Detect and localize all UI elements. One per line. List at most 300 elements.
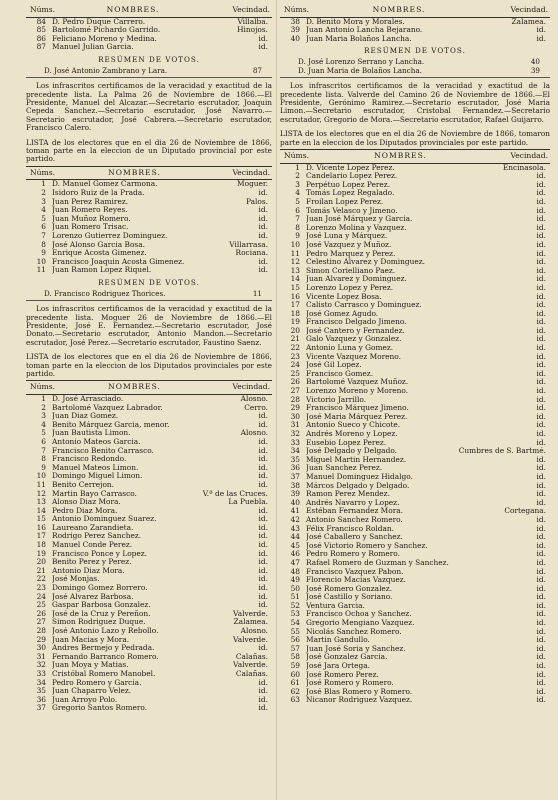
elector-name: Juan Romero Reyes. (52, 206, 128, 215)
elector-row (280, 516, 550, 525)
elector-number: 9 (41, 462, 46, 472)
resumen-votes: 87 (252, 65, 262, 75)
elector-row (280, 447, 550, 456)
elector-vecindad: id. (258, 540, 268, 550)
elector-vecindad: id. (536, 325, 546, 335)
elector-vecindad: id. (536, 652, 546, 662)
elector-row (280, 645, 550, 654)
elector-number: 24 (36, 591, 46, 601)
elector-vecindad: id. (258, 505, 268, 515)
elector-vecindad: Rociana. (235, 248, 268, 258)
lista-heading: LISTA de los electores que en el dia 26 de Noviembre de 1866, tomaron parte en la eleccion de los Diputados provinciales por este partido. (280, 129, 550, 147)
elector-vecindad: id. (258, 574, 268, 584)
lista-heading: LISTA de los electores que en el dia 26 de Noviembre de 1866, toman parte en la eleccion de un Diputado provincial por este partido. (26, 137, 272, 164)
elector-name: Juan Perez Ramirez. (52, 197, 129, 206)
elector-row (26, 43, 272, 52)
elector-row (280, 189, 550, 198)
elector-number: 49 (290, 575, 300, 585)
elector-row (26, 215, 272, 224)
elector-name: Félix Francisco Roldan. (306, 524, 395, 533)
elector-vecindad: id. (536, 549, 546, 559)
elector-number: 46 (290, 549, 300, 559)
elector-vecindad: id. (258, 213, 268, 223)
elector-vecindad: id. (258, 531, 268, 541)
elector-number: 53 (290, 609, 300, 619)
elector-vecindad: id. (258, 445, 268, 455)
elector-name: José Jara Ortega. (306, 662, 371, 671)
elector-row (26, 636, 272, 645)
elector-name: Eusebio Lopez Perez. (306, 438, 387, 447)
elector-number: 15 (290, 282, 300, 292)
elector-row (280, 396, 550, 405)
elector-number: 19 (290, 317, 300, 327)
elector-vecindad: Cerro. (244, 402, 268, 412)
elector-vecindad: id. (536, 497, 546, 507)
resumen-votes: 11 (252, 288, 262, 298)
elector-row (280, 258, 550, 267)
elector-vecindad: id. (536, 25, 546, 35)
elector-vecindad: id. (536, 368, 546, 378)
elector-row (280, 482, 550, 491)
header-vecindad: Vecindad. (232, 382, 270, 392)
elector-vecindad: id. (536, 566, 546, 576)
elector-row (26, 455, 272, 464)
elector-number: 6 (295, 205, 300, 215)
resumen-votes: 40 (530, 56, 540, 66)
elector-name: Bartolomé Pichardo Garrido. (52, 26, 161, 35)
elector-name: Gaspar Barbosa Gonzalez. (52, 601, 151, 610)
left-column (26, 0, 272, 800)
elector-vecindad: id. (258, 462, 268, 472)
elector-name: Juan José Márquez y Garcia. (306, 215, 413, 224)
elector-name: Benito Perez y Perez. (52, 558, 132, 567)
elector-row (26, 206, 272, 215)
elector-vecindad: Alosno. (240, 393, 268, 403)
header-vecindad: Vecindad. (510, 5, 548, 14)
resumen-title: RESÚMEN DE VOTOS. (364, 46, 466, 56)
column-header (280, 0, 550, 18)
elector-row (26, 421, 272, 430)
elector-vecindad: id. (536, 480, 546, 490)
elector-name: Gregorio Mengiano Vazquez. (306, 619, 415, 628)
elector-row (26, 266, 272, 275)
elector-name: Francisco Joaquin Acosta Gimenez. (52, 257, 185, 266)
elector-vecindad: id. (258, 583, 268, 593)
elector-number: 61 (290, 678, 300, 688)
certification-paragraph: Los infrascritos certificamos de la veracidad y exactitud de la precedente lista. La Palma 26 de Noviembre de 1866.—El Presidente, Manuel del Alcazar.—Secretario escrutador, Joaquin Cepeda Sanchez.—Secretario escrutador, José Navarro.—Secretario escrutador, José Cabrera.—Secretario escrutador, Francisco Calero. (26, 81, 272, 133)
elector-vecindad: id. (258, 677, 268, 687)
elector-number: 5 (41, 213, 46, 223)
elector-name: Francisco Benito Carrasco. (52, 446, 154, 455)
elector-vecindad: id. (536, 386, 546, 396)
elector-number: 29 (290, 403, 300, 413)
elector-name: Francisco Gomez. (306, 369, 374, 378)
elector-name: Nicolás Sanchez Romero. (306, 627, 402, 636)
elector-list-3 (280, 164, 550, 705)
elector-vecindad: id. (258, 265, 268, 275)
elector-row (26, 532, 272, 541)
elector-number: 6 (41, 222, 46, 232)
elector-vecindad: id. (536, 377, 546, 387)
elector-vecindad: id. (536, 360, 546, 370)
elector-number: 22 (290, 343, 300, 353)
elector-row (280, 671, 550, 680)
elector-name: Juan Moya y Matias. (52, 661, 129, 670)
elector-row (26, 567, 272, 576)
elector-number: 32 (290, 429, 300, 438)
elector-vecindad: id. (536, 403, 546, 413)
elector-row (280, 628, 550, 637)
elector-name: Francisco Delgado Jimeno. (306, 318, 407, 327)
elector-name: Juan Diaz Gomez. (52, 412, 119, 421)
elector-number: 18 (290, 308, 300, 318)
resumen-candidate: D. José Antonio Zambrano y Lara. (44, 65, 168, 75)
elector-number: 86 (36, 33, 46, 43)
elector-name: Francisco Márquez Jimeno. (306, 404, 409, 413)
elector-vecindad: id. (258, 565, 268, 575)
elector-vecindad: id. (536, 686, 546, 696)
elector-row (280, 456, 550, 465)
elector-vecindad: id. (258, 42, 268, 52)
elector-name: Froilan Lopez Perez. (306, 197, 384, 206)
elector-vecindad: id. (536, 540, 546, 550)
column-gutter (276, 0, 277, 800)
elector-row (280, 267, 550, 276)
elector-name: José Vazquez y Muñoz. (306, 240, 392, 249)
elector-name: Galo Vazquez y Gonzalez. (306, 335, 402, 344)
elector-name: Antonio Luna y Gomez. (306, 344, 394, 353)
elector-vecindad: id. (258, 33, 268, 43)
elector-row (280, 585, 550, 594)
list-header (280, 149, 550, 164)
elector-row (26, 180, 272, 189)
elector-vecindad: id. (536, 532, 546, 542)
elector-vecindad: id. (536, 282, 546, 292)
elector-vecindad: id. (258, 471, 268, 481)
elector-name: Calisto Carrasco y Dominguez. (306, 301, 422, 310)
left-top-rows (26, 18, 272, 52)
elector-vecindad: id. (536, 454, 546, 464)
lista-heading: LISTA de los electores que en el dia 26 de Noviembre de 1866, toman parte en la eleccion de los Diputados provinciales por este partido. (26, 352, 272, 378)
elector-vecindad: id. (258, 205, 268, 215)
elector-number: 33 (290, 437, 300, 447)
elector-vecindad: Calañas. (235, 668, 268, 678)
elector-name: Estéban Fernandez Mora. (306, 507, 403, 516)
elector-row (26, 258, 272, 267)
elector-name: Ventura Garcia. (306, 601, 365, 610)
elector-name: José Victorio Romero y Sanchez. (306, 541, 428, 550)
elector-vecindad: id. (536, 609, 546, 619)
elector-row (280, 490, 550, 499)
elector-name: Cristóbal Romero Manobel. (52, 669, 156, 678)
elector-number: 1 (41, 393, 46, 403)
elector-number: 37 (290, 471, 300, 481)
elector-row (280, 619, 550, 628)
elector-name: D. Pedro Duque Carrero. (52, 17, 146, 26)
elector-number: 51 (290, 592, 300, 602)
elector-number: 35 (290, 454, 300, 464)
elector-number: 42 (290, 514, 300, 524)
elector-vecindad: id. (258, 522, 268, 532)
elector-vecindad: Cortegana. (504, 506, 546, 516)
elector-list-2 (26, 395, 272, 713)
elector-number: 10 (36, 471, 46, 481)
elector-vecindad: id. (536, 669, 546, 679)
elector-name: Pedro Diaz Mora. (52, 506, 118, 515)
elector-number: 27 (290, 386, 300, 396)
elector-vecindad: id. (258, 230, 268, 240)
elector-vecindad: Valverde. (233, 660, 268, 670)
right-column (280, 0, 550, 800)
elector-name: Francisco Ponce y Lopez. (52, 549, 148, 558)
elector-name: Benito Márquez Garcia, menor. (52, 420, 170, 429)
elector-name: Antonio Mateos Garcia. (52, 437, 141, 446)
elector-number: 43 (290, 523, 300, 533)
elector-vecindad: id. (536, 678, 546, 688)
certification-paragraph: Los infrascritos certificamos de la veracidad y exactitud de la precedente lista. Valverde del Camino 26 de Noviembre de 1866.—El Presidente, Gerónimo Ramirez.—Secretario escrutador, José Maria Limon.—Secretario escrutador, Cristobal Fernandez.—Secretario escrutador, Gregorio de Mora.—Secretario escrutador, Rafael Guijarro. (280, 81, 550, 124)
elector-number: 34 (290, 446, 300, 456)
elector-number: 25 (290, 368, 300, 378)
elector-number: 85 (36, 25, 46, 35)
elector-row (280, 301, 550, 310)
elector-number: 31 (36, 651, 46, 661)
resumen-row (280, 67, 550, 76)
header-num: Núms. (30, 167, 56, 177)
elector-row (280, 421, 550, 430)
elector-name: Bartolomé Vazquez Labrador. (52, 403, 163, 412)
elector-row (26, 472, 272, 481)
elector-number: 39 (290, 489, 300, 499)
elector-name: Juan José Soria y Sanchez. (306, 644, 406, 653)
elector-name: José Gonzalez Garcia. (306, 653, 388, 662)
elector-number: 40 (290, 497, 300, 507)
elector-vecindad: id. (536, 257, 546, 267)
elector-name: Antonio Diaz Mora. (52, 566, 125, 575)
elector-name: Pedro Romero y Garcia. (52, 678, 142, 687)
elector-vecindad: id. (536, 489, 546, 499)
resumen-candidate: D. Francisco Rodriguez Thorices. (44, 288, 166, 298)
elector-row (280, 636, 550, 645)
elector-vecindad: id. (536, 557, 546, 567)
elector-number: 57 (290, 643, 300, 653)
elector-row (26, 395, 272, 404)
header-num: Núms. (284, 151, 310, 160)
elector-number: 1 (41, 179, 46, 189)
elector-vecindad: id. (258, 454, 268, 464)
elector-vecindad: id. (536, 471, 546, 481)
elector-vecindad: Valverde. (233, 608, 268, 618)
elector-name: Francisco Vazquez Pabon. (306, 567, 404, 576)
elector-row (26, 198, 272, 207)
elector-vecindad: id. (536, 171, 546, 181)
elector-name: Alonso Diaz Mora. (52, 498, 121, 507)
elector-number: 19 (36, 548, 46, 558)
elector-name: Juan Bautista Limon. (52, 429, 131, 438)
elector-vecindad: id. (536, 394, 546, 404)
elector-vecindad: id. (536, 334, 546, 344)
elector-row (280, 172, 550, 181)
elector-name: Vicente Lopez Bosa. (306, 292, 382, 301)
elector-number: 11 (36, 479, 46, 489)
elector-vecindad: id. (258, 256, 268, 266)
elector-row (280, 181, 550, 190)
elector-name: Juan Alvarez y Dominguez. (306, 275, 407, 284)
elector-vecindad: id. (536, 265, 546, 275)
elector-number: 25 (36, 600, 46, 610)
elector-vecindad: id. (536, 214, 546, 224)
elector-vecindad: id. (536, 222, 546, 232)
elector-name: Juan Chaparro Velez. (52, 687, 132, 696)
elector-row (280, 207, 550, 216)
elector-number: 59 (290, 661, 300, 671)
elector-number: 30 (290, 411, 300, 421)
elector-row (280, 473, 550, 482)
elector-number: 15 (36, 514, 46, 524)
header-nombres: NOMBRES. (374, 151, 427, 160)
elector-name: Tomás Velasco y Jimeno. (306, 206, 398, 215)
elector-name: Gregorio Santos Romero. (52, 704, 148, 713)
elector-vecindad: id. (536, 274, 546, 284)
elector-number: 50 (290, 583, 300, 593)
elector-vecindad: id. (258, 600, 268, 610)
elector-name: Antonio Sueco y Chicote. (306, 421, 401, 430)
elector-number: 48 (290, 566, 300, 576)
elector-number: 45 (290, 540, 300, 550)
elector-name: Juan Maria Bolaños Lancha. (306, 34, 412, 43)
header-vecindad: Vecindad. (510, 151, 548, 160)
elector-name: José Monjas. (52, 575, 100, 584)
elector-vecindad: id. (536, 179, 546, 189)
elector-number: 18 (36, 540, 46, 550)
elector-row (280, 327, 550, 336)
elector-number: 3 (41, 196, 46, 206)
elector-name: José Delgado y Delgado. (306, 447, 397, 456)
elector-name: D. José Arrasciado. (52, 394, 124, 403)
elector-name: Bartolomé Vazquez Muñoz. (306, 378, 409, 387)
elector-name: Juan Muñoz Romero. (52, 214, 131, 223)
elector-name: Antonio Sanchez Romero. (306, 515, 403, 524)
elector-row (280, 241, 550, 250)
elector-row (280, 610, 550, 619)
elector-number: 4 (295, 188, 300, 198)
divider (280, 77, 550, 78)
elector-row (280, 464, 550, 473)
header-vecindad: Vecindad. (232, 167, 270, 177)
elector-number: 4 (41, 205, 46, 215)
elector-number: 7 (295, 214, 300, 224)
elector-vecindad: id. (258, 557, 268, 567)
elector-vecindad: Villalba. (237, 16, 268, 26)
elector-name: José Alonso Garcia Bosa. (52, 240, 145, 249)
elector-row (280, 284, 550, 293)
elector-row (26, 249, 272, 258)
elector-number: 24 (290, 360, 300, 370)
elector-list-1 (26, 180, 272, 275)
elector-row (26, 404, 272, 413)
elector-number: 7 (41, 445, 46, 455)
elector-name: Juan Macias y Mora. (52, 635, 130, 644)
resumen-rows (280, 58, 550, 75)
elector-vecindad: Calañas. (235, 651, 268, 661)
elector-row (280, 662, 550, 671)
elector-name: José Castillo y Soriano. (306, 593, 393, 602)
elector-vecindad: id. (258, 643, 268, 653)
elector-row (280, 404, 550, 413)
elector-vecindad: id. (258, 694, 268, 704)
elector-name: Andrés Moreno y Lopez. (306, 430, 398, 438)
elector-number: 16 (36, 522, 46, 532)
elector-name: Manuel Conde Perez. (52, 541, 133, 550)
elector-row (26, 515, 272, 524)
elector-number: 4 (41, 419, 46, 429)
elector-name: Simon Rodriguez Duque. (52, 618, 146, 627)
elector-vecindad: V.ª de las Cruces. (202, 488, 268, 498)
resumen-votes: 39 (530, 65, 540, 75)
elector-vecindad: id. (536, 437, 546, 447)
elector-number: 7 (41, 230, 46, 240)
elector-vecindad: Cumbres de S. Bartmé. (458, 446, 546, 456)
elector-row (280, 224, 550, 233)
elector-number: 11 (290, 248, 300, 258)
elector-number: 47 (290, 557, 300, 567)
elector-name: Pedro Marquez y Perez. (306, 249, 396, 258)
elector-vecindad: id. (536, 626, 546, 636)
elector-vecindad: id. (536, 695, 546, 705)
elector-name: Laureano Zarandieta. (52, 523, 134, 532)
elector-vecindad: Zalamea. (511, 16, 546, 26)
elector-name: Victorio Jarrillo. (306, 395, 367, 404)
resumen-title: RESÚMEN DE VOTOS. (98, 54, 200, 64)
elector-row (280, 344, 550, 353)
elector-name: Martin Bayo Carrasco. (52, 489, 137, 498)
elector-row (280, 559, 550, 568)
elector-vecindad: id. (258, 548, 268, 558)
elector-number: 32 (36, 660, 46, 670)
elector-row (280, 525, 550, 534)
elector-name: José Maria Márquez Perez. (306, 412, 408, 421)
elector-row (26, 524, 272, 533)
elector-number: 3 (295, 179, 300, 189)
elector-row (280, 550, 550, 559)
elector-number: 36 (36, 694, 46, 704)
elector-number: 9 (41, 248, 46, 258)
elector-row (280, 533, 550, 542)
elector-row (280, 430, 550, 439)
elector-name: Martin Gandullo. (306, 636, 370, 645)
elector-number: 17 (290, 300, 300, 310)
elector-name: Andres Bermejo y Pedrada. (52, 644, 155, 653)
elector-row (26, 438, 272, 447)
elector-name: José Blas Romero y Romero. (306, 687, 413, 696)
elector-row (280, 361, 550, 370)
elector-number: 62 (290, 686, 300, 696)
header-nombres: NOMBRES. (372, 5, 426, 14)
elector-row (280, 679, 550, 688)
elector-name: Francisco Redondo. (52, 455, 127, 464)
elector-number: 2 (295, 171, 300, 181)
elector-row (26, 541, 272, 550)
elector-number: 17 (36, 531, 46, 541)
elector-number: 10 (290, 239, 300, 249)
elector-row (280, 688, 550, 697)
elector-row (280, 576, 550, 585)
elector-name: Manuel Mateos Limon. (52, 463, 139, 472)
elector-name: Juan Sanchez Perez. (306, 464, 383, 473)
elector-vecindad: Zalamea. (233, 617, 268, 627)
elector-number: 20 (36, 557, 46, 567)
elector-vecindad: id. (536, 661, 546, 671)
elector-name: Rodrigo Perez Sanchez. (52, 532, 142, 541)
